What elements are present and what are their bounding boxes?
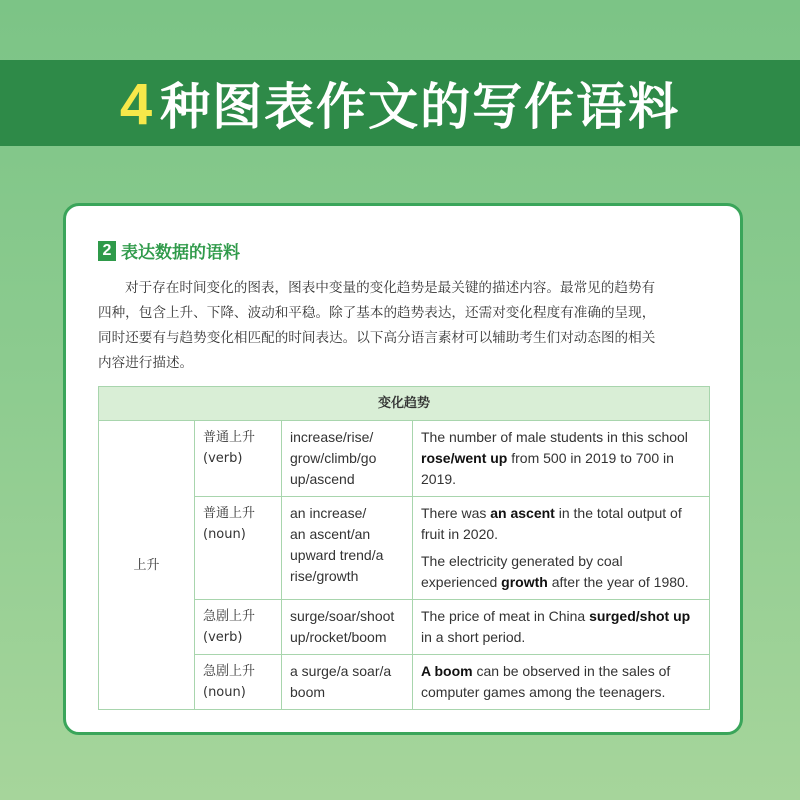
- intro-line: 四种，包含上升、下降、波动和平稳。除了基本的趋势表达，还需对变化程度有准确的呈现，: [98, 305, 656, 321]
- category-cell: 上升: [99, 421, 195, 710]
- example-sentence: A boom can be observed in the sales of computer games among the teenagers.: [421, 663, 671, 700]
- example-cell: [413, 600, 710, 655]
- intro-paragraph: [98, 276, 712, 376]
- section-number-badge: 2: [98, 241, 116, 261]
- page-title: [120, 67, 680, 139]
- words-cell: [282, 655, 413, 710]
- intro-line: 对于存在时间变化的图表，图表中变量的变化趋势是最关键的描述内容。最常见的趋势有: [125, 280, 656, 296]
- subtype-cell: [195, 421, 282, 497]
- example-sentence: There was an ascent in the total output of fruit in 2020.: [421, 505, 682, 542]
- intro-line: 内容进行描述。: [98, 355, 194, 371]
- content-card: [63, 203, 743, 735]
- word-line: a surge/a soar/a: [290, 663, 392, 679]
- word-line: up/rocket/boom: [290, 629, 387, 645]
- subtype-name: 急剧上升: [203, 664, 256, 679]
- words-cell: [282, 497, 413, 600]
- example-sentence: The price of meat in China surged/shot up in a short period.: [421, 608, 691, 645]
- word-line: increase/rise/: [290, 429, 374, 445]
- example-cell: [413, 655, 710, 710]
- word-line: surge/soar/shoot: [290, 608, 395, 624]
- subtype-cell: [195, 655, 282, 710]
- title-banner: [0, 60, 800, 146]
- subtype-cell: [195, 600, 282, 655]
- subtype-pos: (verb): [203, 451, 243, 466]
- word-line: rise/growth: [290, 568, 359, 584]
- word-line: grow/climb/go: [290, 450, 377, 466]
- table-header-row: [99, 387, 710, 421]
- words-cell: [282, 600, 413, 655]
- subtype-pos: (noun): [203, 685, 246, 700]
- keyword: A boom: [421, 663, 473, 679]
- words-cell: [282, 421, 413, 497]
- keyword: an ascent: [490, 505, 555, 521]
- subtype-name: 急剧上升: [203, 609, 256, 624]
- keyword: growth: [501, 574, 548, 590]
- word-line: boom: [290, 684, 326, 700]
- intro-line: 同时还要有与趋势变化相匹配的时间表达。以下高分语言素材可以辅助考生们对动态图的相关: [98, 330, 656, 346]
- subtype-pos: (verb): [203, 630, 243, 645]
- word-line: up/ascend: [290, 471, 355, 487]
- table-header: 变化趋势: [99, 387, 710, 421]
- subtype-name: 普通上升: [203, 430, 256, 445]
- word-line: upward trend/a: [290, 547, 384, 563]
- section-title: 表达数据的语料: [121, 243, 240, 263]
- keyword: surged/shot up: [589, 608, 691, 624]
- trend-table: [98, 386, 710, 710]
- table-row: [99, 421, 710, 497]
- example-cell: [413, 497, 710, 600]
- example-cell: [413, 421, 710, 497]
- word-line: an ascent/an: [290, 526, 371, 542]
- title-text: 种图表作文的写作语料: [160, 78, 681, 136]
- subtype-pos: (noun): [203, 527, 246, 542]
- title-number: 4: [119, 72, 155, 137]
- subtype-cell: [195, 497, 282, 600]
- subtype-name: 普通上升: [203, 506, 256, 521]
- keyword: rose/went up: [421, 450, 508, 466]
- example-sentence: The number of male students in this school rose/went up from 500 in 2019 to 700 in 2019.: [421, 429, 688, 487]
- word-line: an increase/: [290, 505, 367, 521]
- example-sentence: The electricity generated by coal experienced growth after the year of 1980.: [421, 553, 689, 590]
- section-heading: [98, 238, 240, 263]
